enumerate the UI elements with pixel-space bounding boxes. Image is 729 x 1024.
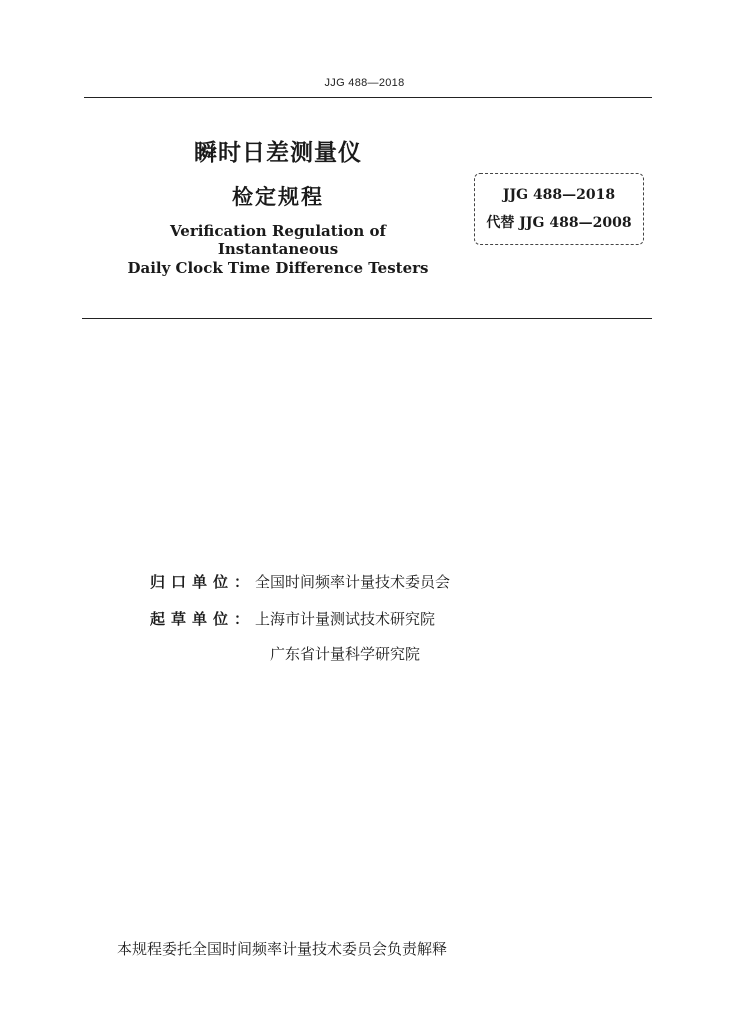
header-standard-code: JJG 488—2018 [324,77,405,89]
title-chinese-line-1: 瞬时日差测量仪 [194,140,362,166]
title-divider [82,318,652,319]
responsible-unit-row [150,571,450,592]
interpretation-note: 本规程委托全国时间频率计量技术委员会负责解释 [117,940,448,958]
responsible-unit-value: 全国时间频率计量技术委员会 [255,573,451,591]
drafting-unit-value-1: 上海市计量测试技术研究院 [255,610,436,628]
title-english-line-2: Daily Clock Time Difference Testers [127,259,429,277]
drafting-unit-label: 起草单位： [150,610,256,628]
title-chinese-line-2: 检定规程 [232,185,324,209]
drafting-unit-value-2: 广东省计量科学研究院 [270,645,421,663]
drafting-unit-row [150,608,435,629]
replaced-standard-code: 代替 JJG 488—2008 [486,215,632,231]
top-divider [84,97,652,98]
responsible-unit-label: 归口单位： [150,573,256,591]
title-english-line-1: Verification Regulation of Instantaneous [170,222,386,258]
standard-code: JJG 488—2018 [502,187,616,203]
standard-code-box [474,173,644,245]
drafting-unit-row-2 [270,643,420,664]
